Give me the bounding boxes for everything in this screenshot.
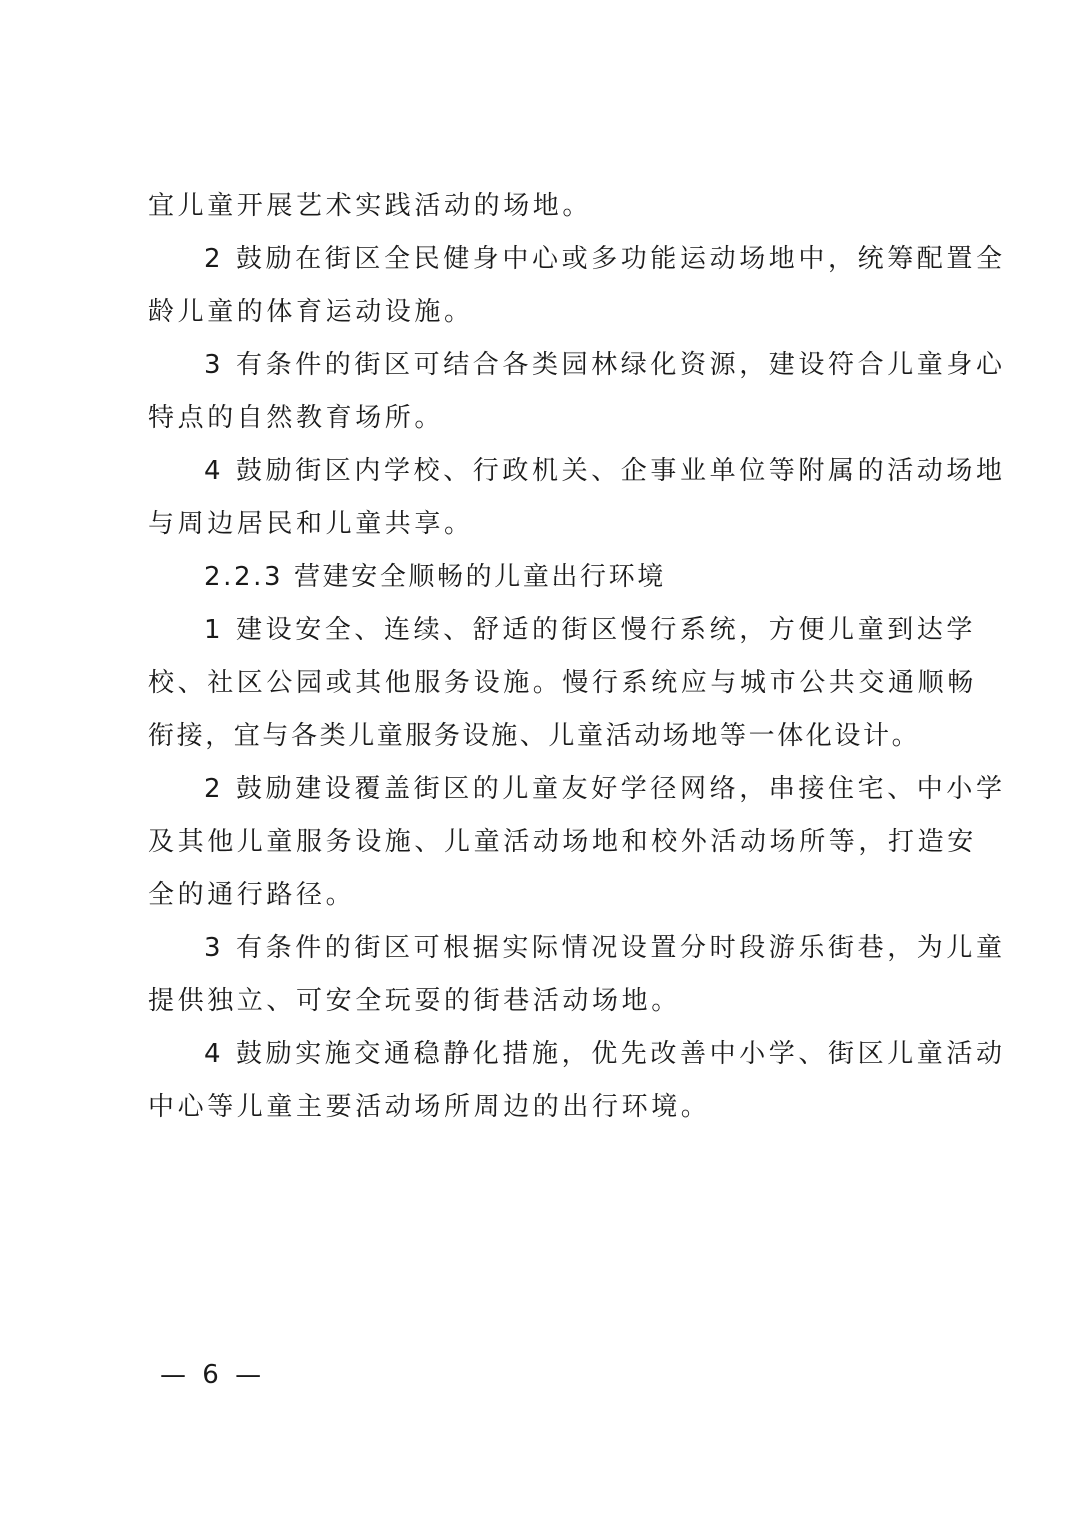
paragraph-line: 3 有条件的街区可根据实际情况设置分时段游乐街巷，为儿童 [204, 933, 1006, 963]
paragraph-line: 特点的自然教育场所。 [148, 403, 445, 433]
paragraph-line: 2 鼓励在街区全民健身中心或多功能运动场地中，统筹配置全 [204, 244, 1006, 274]
paragraph-line: 龄儿童的体育运动设施。 [148, 297, 474, 327]
paragraph-line: 2 鼓励建设覆盖街区的儿童友好学径网络，串接住宅、中小学 [204, 774, 1006, 804]
paragraph-line: 提供独立、可安全玩耍的街巷活动场地。 [148, 986, 681, 1016]
paragraph-line: 中心等儿童主要活动场所周边的出行环境。 [148, 1092, 711, 1122]
paragraph-line: 全的通行路径。 [148, 880, 356, 910]
paragraph-line: 4 鼓励实施交通稳静化措施，优先改善中小学、街区儿童活动 [204, 1039, 1006, 1069]
paragraph-line: 衔接，宜与各类儿童服务设施、儿童活动场地等一体化设计。 [148, 721, 921, 751]
paragraph-line: 及其他儿童服务设施、儿童活动场地和校外活动场所等，打造安 [148, 827, 977, 857]
paragraph-line: 宜儿童开展艺术实践活动的场地。 [148, 191, 593, 221]
paragraph-line: 3 有条件的街区可结合各类园林绿化资源，建设符合儿童身心 [204, 350, 1006, 380]
paragraph-line: 校、社区公园或其他服务设施。慢行系统应与城市公共交通顺畅 [148, 668, 977, 698]
paragraph-line: 1 建设安全、连续、舒适的街区慢行系统，方便儿童到达学 [204, 615, 977, 645]
section-heading: 2.2.3 营建安全顺畅的儿童出行环境 [204, 562, 666, 592]
paragraph-line: 与周边居民和儿童共享。 [148, 509, 474, 539]
document-body [148, 180, 1006, 1134]
page-number: — 6 — [160, 1360, 266, 1390]
paragraph-line: 4 鼓励街区内学校、行政机关、企事业单位等附属的活动场地 [204, 456, 1006, 486]
